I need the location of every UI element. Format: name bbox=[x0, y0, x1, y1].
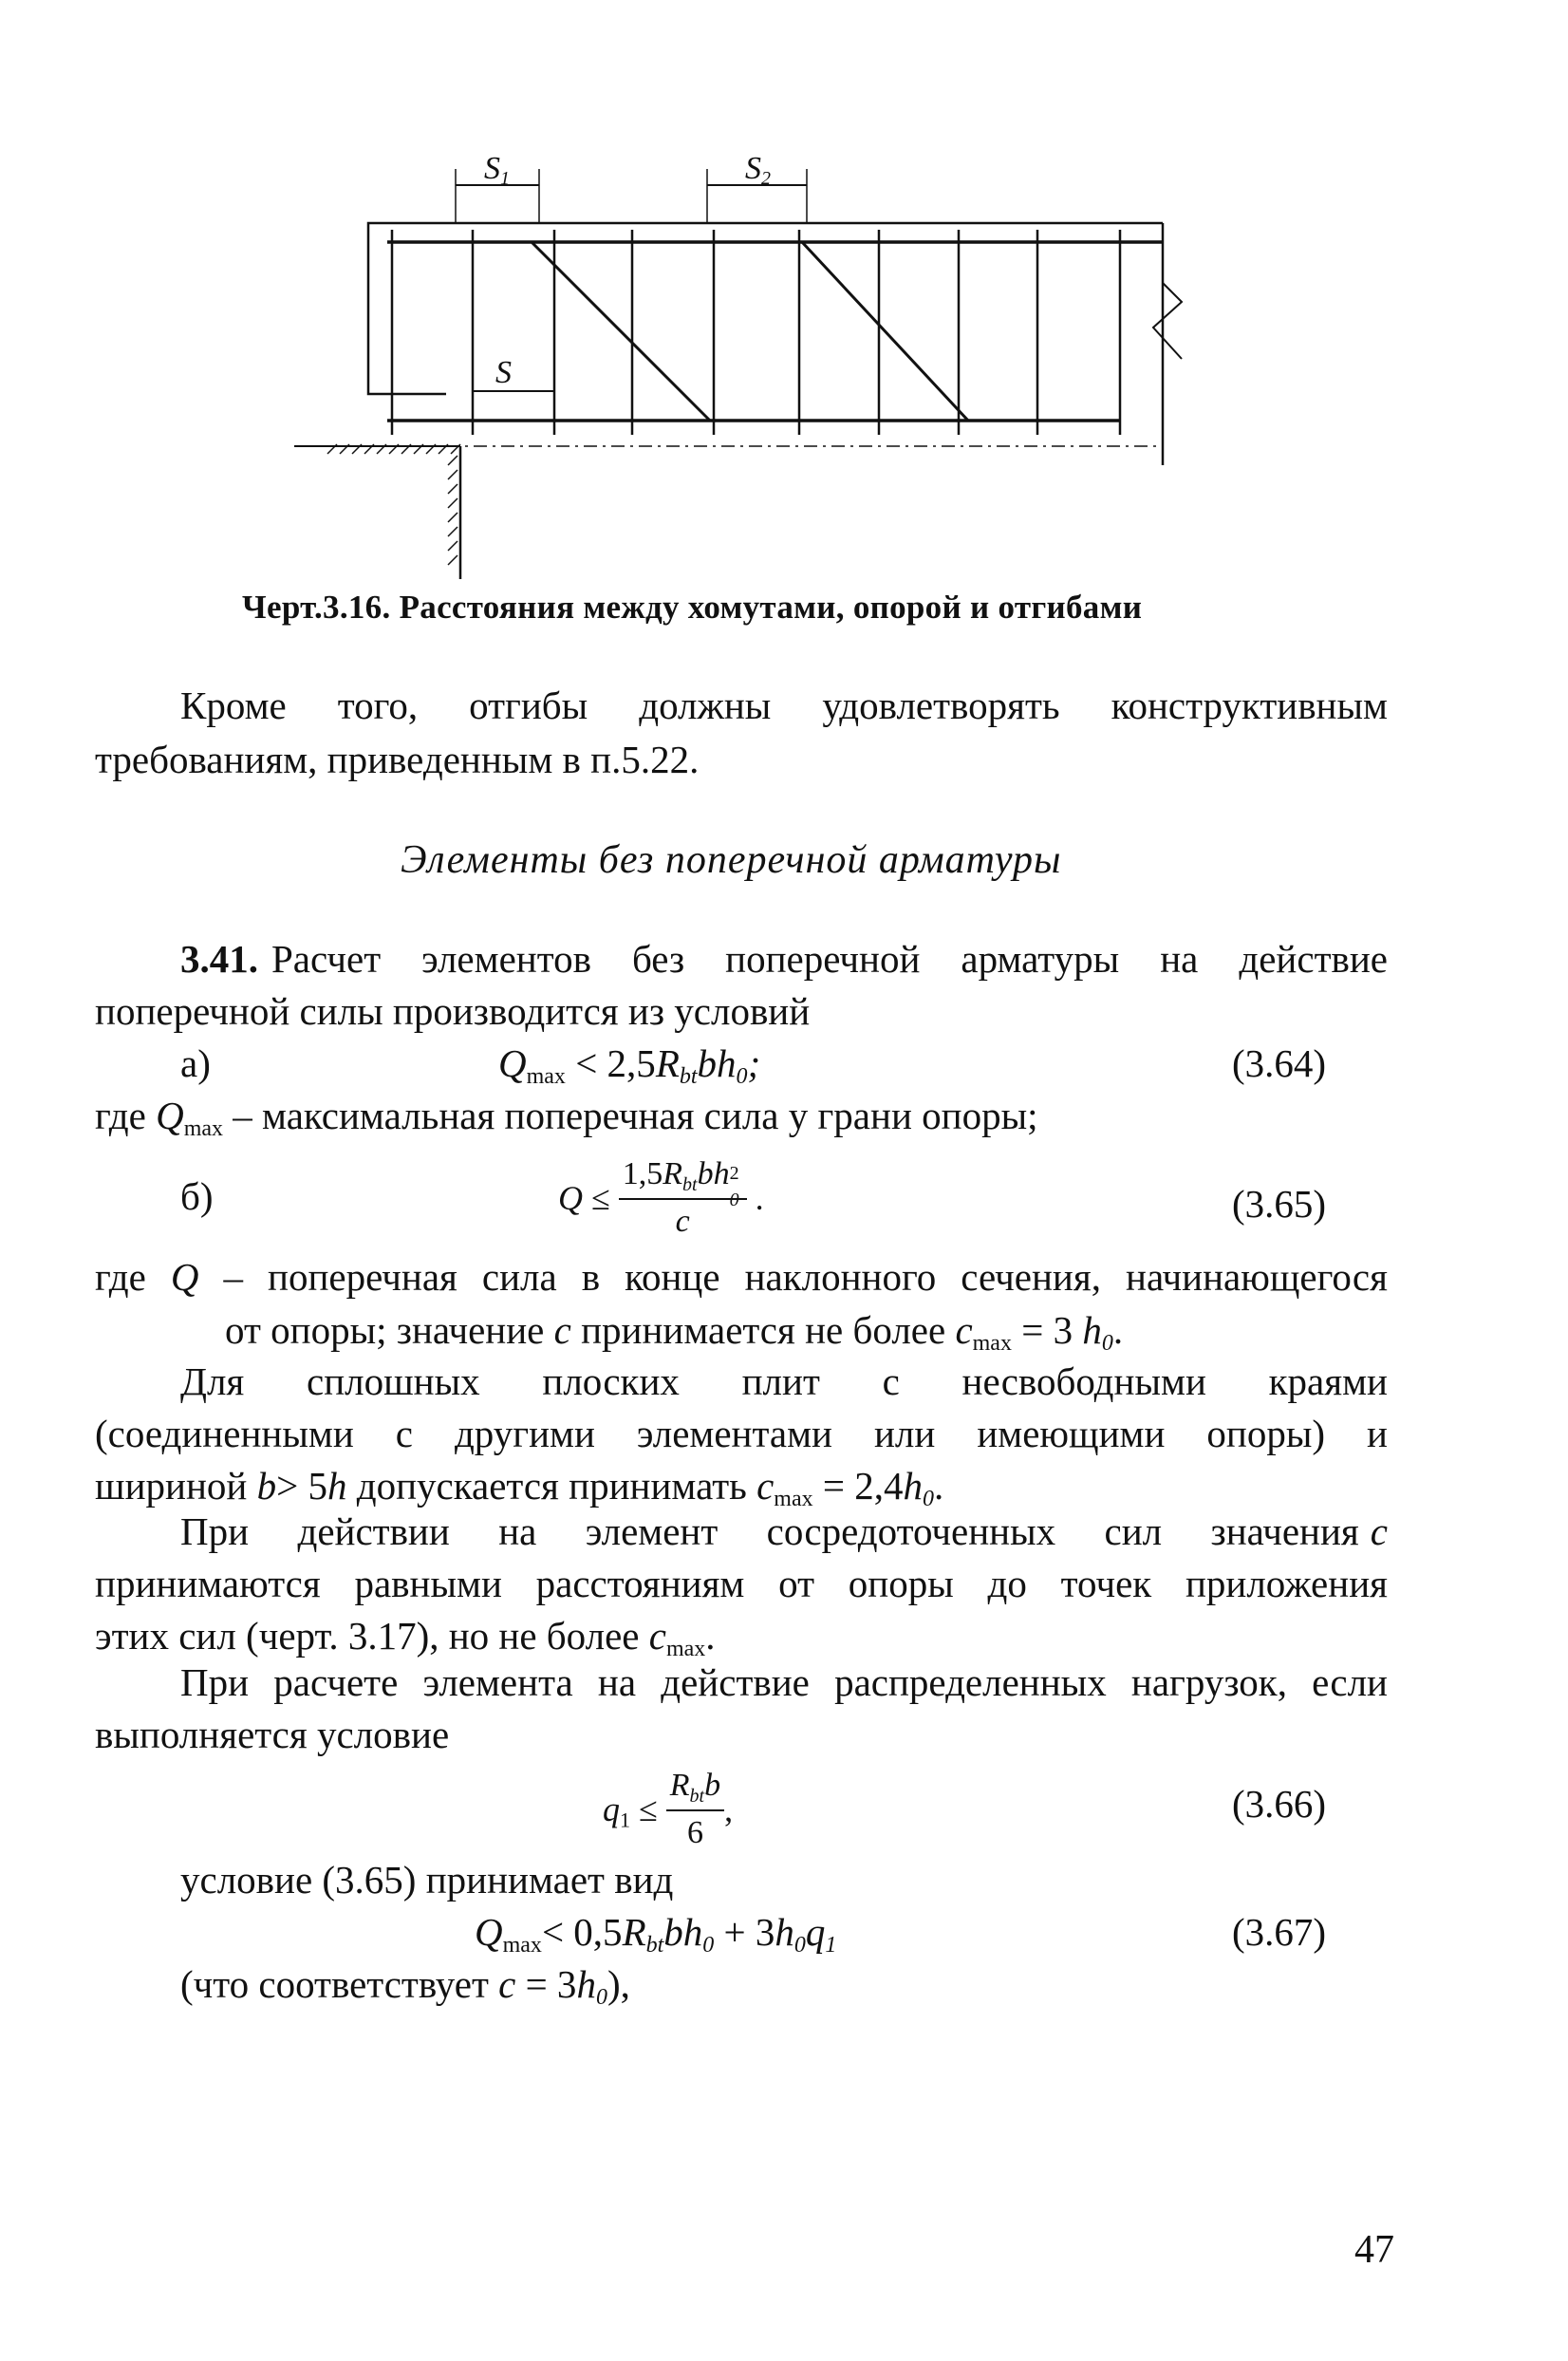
where364-line: где $Q_{max}$ – максимальная поперечная сила у грани опоры; bbox=[95, 1094, 1038, 1141]
para341-line1 bbox=[180, 937, 1388, 981]
eq364-label: а) bbox=[180, 1041, 211, 1085]
para341-text: Расчет элементов без поперечной арматуры на действие bbox=[271, 937, 1388, 981]
eq366-formula: $q_1$ ≤ $\frac{R_{bt}b}{6}$ , bbox=[603, 1768, 734, 1850]
eq365-fraction: $1,5R_{bt}bh$ 2 0 c bbox=[619, 1156, 747, 1240]
distributed-line1: При расчете элемента на действие распределенных нагрузок, если bbox=[180, 1660, 1388, 1704]
figure-caption bbox=[242, 589, 1142, 627]
plates-line3: шириной b> 5h допускается принимать $c_{max} = 2,4h0$. bbox=[95, 1464, 944, 1511]
forces-line1: При действии на элемент сосредоточенных сил значения c bbox=[180, 1509, 1388, 1553]
beam-outline bbox=[368, 223, 1163, 394]
para1-line1: Кроме того, отгибы должны удовлетворять конструктивным bbox=[180, 684, 1388, 727]
reinforcement-drawing bbox=[0, 0, 1568, 589]
plates-line1: Для сплошных плоских плит с несвободными краями bbox=[180, 1359, 1388, 1403]
eq364-number: (3.64) bbox=[1232, 1041, 1327, 1085]
eq365-number: (3.65) bbox=[1232, 1182, 1327, 1226]
plates-line2: (соединенными с другими элементами или имеющими опоры) и bbox=[95, 1412, 1388, 1455]
caption-number: Черт.3.16. bbox=[242, 589, 391, 626]
eq365-formula: Q ≤ $1,5R_{bt}bh$ 2 0 c . bbox=[558, 1156, 764, 1239]
eq366-number: (3.66) bbox=[1232, 1782, 1327, 1826]
eq364-formula: $Q_{max}$ < 2,5Rbtbh0; bbox=[498, 1041, 761, 1089]
label-s2: S2 bbox=[745, 151, 771, 189]
distributed-line2: выполняется условие bbox=[95, 1713, 450, 1756]
label-s: S bbox=[495, 355, 512, 390]
break-mark bbox=[1153, 283, 1182, 359]
eq367-formula: $Q_{max}<$ 0,5Rbtbh0 + 3h0q1 bbox=[475, 1910, 837, 1958]
para1-line2: требованиям, приведенным в п.5.22. bbox=[95, 738, 700, 781]
where365-line1: где Q – поперечная сила в конце наклонного сечения, начинающегося bbox=[95, 1255, 1388, 1299]
page-number: 47 bbox=[1354, 2228, 1394, 2272]
bent-bar bbox=[802, 242, 968, 421]
label-s1: S1 bbox=[484, 151, 510, 189]
bent-bar bbox=[532, 242, 710, 421]
note-367: (что соответствует c = 3h0), bbox=[180, 1962, 630, 2010]
section-title: Элементы без поперечной арматуры bbox=[401, 838, 1062, 882]
forces-line2: принимаются равными расстояниям от опоры до точек приложения bbox=[95, 1562, 1388, 1605]
eq366-fraction: $\frac{R_{bt}b}{6}$ bbox=[666, 1768, 724, 1851]
para341-line2: поперечной силы производится из условий bbox=[95, 989, 811, 1033]
takes-form-line: условие (3.65) принимает вид bbox=[180, 1858, 674, 1902]
forces-line3: этих сил (черт. 3.17), но не более $c_{max}$. bbox=[95, 1614, 716, 1661]
where365-line2: от опоры; значение c принимается не более $c_{max} = 3$ h0. bbox=[225, 1308, 1124, 1356]
para-number: 3.41. bbox=[180, 937, 258, 981]
caption-text: Расстояния между хомутами, опорой и отгибами bbox=[399, 589, 1143, 626]
eq367-number: (3.67) bbox=[1232, 1910, 1327, 1954]
eq365-label: б) bbox=[180, 1174, 214, 1218]
